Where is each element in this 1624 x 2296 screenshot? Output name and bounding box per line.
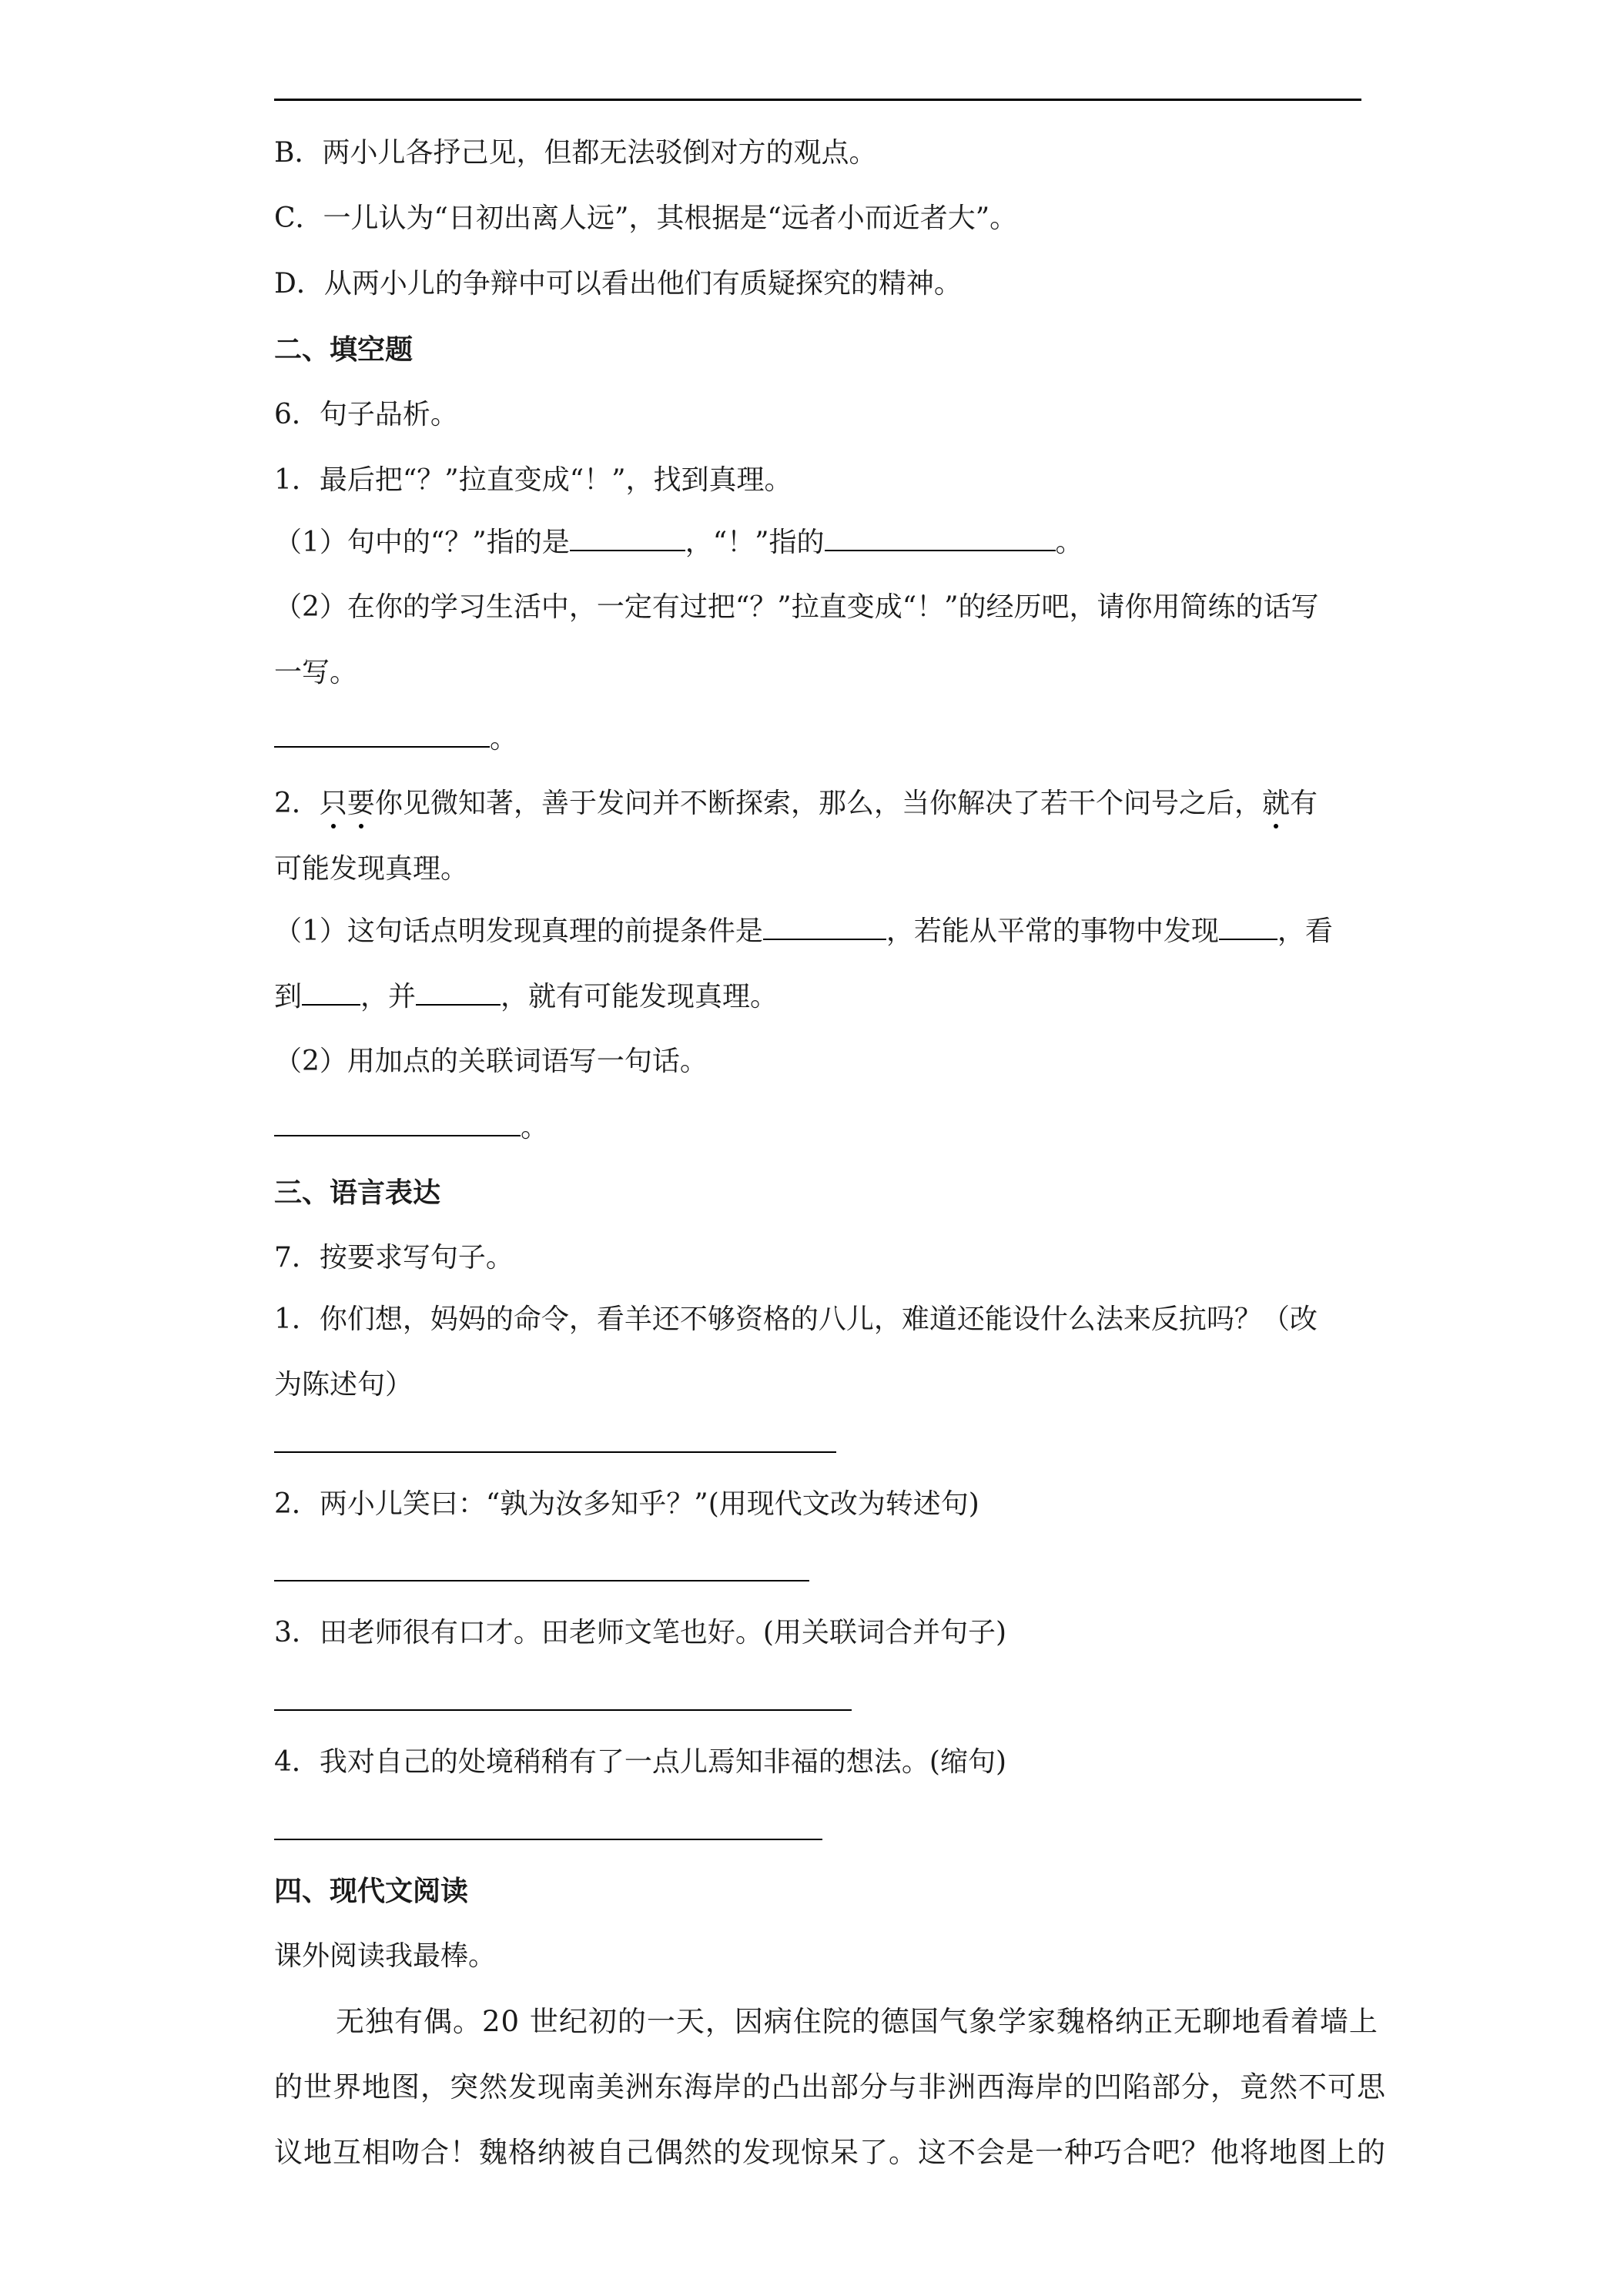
question-6-2-2: （2）用加点的关联词语写一句话。 — [274, 1046, 708, 1077]
text: （1）句中的“？”指的是 — [274, 527, 570, 558]
question-7-item-1-line1: 1．你们想，妈妈的命令，看羊还不够资格的八儿，难道还能设什么法来反抗吗？（改 — [274, 1304, 1318, 1335]
question-6-2-1-line1 — [274, 912, 1368, 950]
answer-blank[interactable] — [302, 978, 360, 1006]
section-heading-language: 三、语言表达 — [274, 1176, 441, 1209]
question-7-item-1-line2: 为陈述句） — [274, 1369, 414, 1401]
text: ，看 — [1277, 915, 1333, 947]
text: 到 — [274, 981, 303, 1012]
answer-line-6-2-2 — [274, 1109, 1368, 1146]
answer-blank[interactable] — [274, 1109, 521, 1136]
question-7-title: 7．按要求写句子。 — [274, 1242, 514, 1274]
emphasis-dot-char: 就 — [1261, 788, 1290, 819]
passage-line-1: 无独有偶。20 世纪初的一天，因病住院的德国气象学家魏格纳正无聊地看着墙上 — [336, 2005, 1378, 2038]
reading-title: 课外阅读我最棒。 — [274, 1940, 497, 1972]
header-rule — [274, 99, 1361, 101]
answer-blank[interactable] — [763, 912, 886, 940]
text: 。 — [1055, 527, 1083, 558]
question-6-item-2-line1 — [274, 785, 1368, 822]
answer-blank[interactable] — [825, 524, 1056, 551]
option-c: C．一儿认为“日初出离人远”，其根据是“远者小而近者大”。 — [274, 202, 1018, 234]
text: 2． — [274, 788, 320, 819]
section-heading-reading: 四、现代文阅读 — [274, 1875, 469, 1907]
question-7-item-4: 4．我对自己的处境稍稍有了一点儿焉知非福的想法。(缩句) — [274, 1746, 1006, 1778]
text: ，若能从平常的事物中发现 — [886, 915, 1219, 947]
passage-line-3: 议地互相吻合！魏格纳被自己偶然的发现惊呆了。这不会是一种巧合吧？他将地图上的 — [274, 2136, 1386, 2169]
answer-line-7-1[interactable] — [274, 1451, 836, 1453]
question-6-1-1 — [274, 524, 1368, 561]
answer-line-7-4[interactable] — [274, 1839, 822, 1840]
option-d: D．从两小儿的争辩中可以看出他们有质疑探究的精神。 — [274, 268, 962, 300]
text: 有 — [1289, 788, 1318, 819]
text: ，并 — [360, 981, 417, 1012]
option-b: B．两小儿各抒己见，但都无法驳倒对方的观点。 — [274, 137, 877, 169]
emphasis-dot-char: 要 — [347, 788, 375, 819]
answer-blank[interactable] — [416, 978, 501, 1006]
text: ，“！”指的 — [685, 527, 825, 558]
question-6-1-2-line1: （2）在你的学习生活中，一定有过把“？”拉直变成“！”的经历吧，请你用简练的话写 — [274, 591, 1319, 623]
answer-line-7-2[interactable] — [274, 1580, 809, 1581]
question-7-item-3: 3．田老师很有口才。田老师文笔也好。(用关联词合并句子) — [274, 1617, 1006, 1648]
question-6-2-1-line2 — [274, 978, 1368, 1016]
section-heading-fill-blank: 二、填空题 — [274, 333, 414, 366]
text: （1）这句话点明发现真理的前提条件是 — [274, 915, 763, 947]
answer-blank[interactable] — [570, 524, 685, 551]
answer-line-6-1-2 — [274, 720, 1368, 758]
answer-blank[interactable] — [1219, 912, 1277, 940]
question-7-item-2: 2．两小儿笑曰：“孰为汝多知乎？”(用现代文改为转述句) — [274, 1488, 979, 1520]
answer-line-7-3[interactable] — [274, 1709, 852, 1711]
question-6-title: 6．句子品析。 — [274, 399, 458, 430]
question-6-1-2-line2: 一写。 — [274, 657, 358, 688]
text: 。 — [521, 1112, 549, 1143]
text: 。 — [490, 723, 518, 755]
passage-line-2: 的世界地图，突然发现南美洲东海岸的凸出部分与非洲西海岸的凹陷部分，竟然不可思 — [274, 2070, 1386, 2104]
question-6-item-2-line2: 可能发现真理。 — [274, 853, 469, 885]
text: 你见微知著，善于发问并不断探索，那么，当你解决了若干个问号之后， — [374, 788, 1262, 819]
text: ，就有可能发现真理。 — [501, 981, 779, 1012]
answer-blank[interactable] — [274, 720, 490, 748]
question-6-item-1: 1．最后把“？”拉直变成“！”，找到真理。 — [274, 464, 792, 496]
emphasis-dot-char: 只 — [319, 788, 347, 819]
